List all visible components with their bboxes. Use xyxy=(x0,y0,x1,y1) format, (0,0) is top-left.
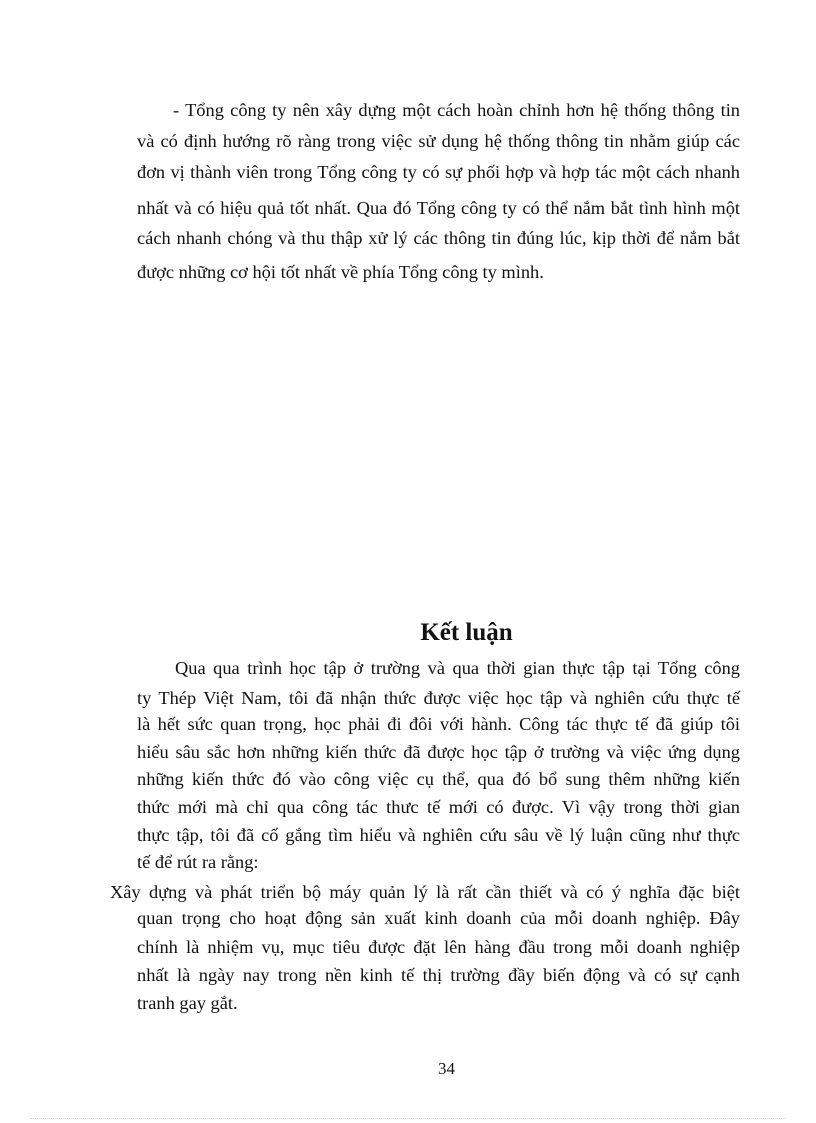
text-line: cách nhanh chóng và thu thập xử lý các thông tin đúng lúc, kịp thời để nắm bắt xyxy=(137,228,740,248)
text-line: chính là nhiệm vụ, mục tiêu được đặt lên hàng đầu trong mỗi doanh nghiệp xyxy=(137,937,740,957)
text-line: Qua qua trình học tập ở trường và qua thời gian thực tập tại Tổng công xyxy=(175,658,740,678)
text-line: và có định hướng rõ ràng trong việc sử dụng hệ thống thông tin nhằm giúp các xyxy=(137,131,740,151)
text-line: Xây dựng và phát triển bộ máy quản lý là rất cần thiết và có ý nghĩa đặc biệt xyxy=(110,882,740,902)
text-line: tế để rút ra rằng: xyxy=(137,852,259,872)
text-line: nhất là ngày nay trong nền kinh tế thị trường đầy biến động và có sự cạnh xyxy=(137,965,740,985)
text-line: quan trọng cho hoạt động sản xuất kinh doanh của mỗi doanh nghiệp. Đây xyxy=(137,908,740,928)
text-line: được những cơ hội tốt nhất về phía Tổng công ty mình. xyxy=(137,262,544,282)
text-line: thức mới mà chỉ qua công tác thưc tế mới có được. Vì vậy trong thời gian xyxy=(137,797,740,817)
text-line: ty Thép Việt Nam, tôi đã nhận thức được việc học tập và nghiên cứu thực tế xyxy=(137,688,740,708)
text-line: những kiến thức đó vào công việc cụ thể, qua đó bổ sung thêm những kiến xyxy=(137,769,740,789)
text-line: thực tập, tôi đã cố gắng tìm hiểu và nghiên cứu sâu về lý luận cũng như thực xyxy=(137,825,740,845)
section-heading: Kết luận xyxy=(420,619,513,646)
text-line: nhất và có hiệu quả tốt nhất. Qua đó Tổng công ty có thể nắm bắt tình hình một xyxy=(137,198,740,218)
text-line: tranh gay gắt. xyxy=(137,993,238,1013)
text-line: là hết sức quan trọng, học phải đi đôi với hành. Công tác thực tế đã giúp tôi xyxy=(137,714,740,734)
text-line: đơn vị thành viên trong Tổng công ty có sự phối hợp và hợp tác một cách nhanh xyxy=(137,162,740,182)
page-number: 34 xyxy=(438,1059,455,1078)
text-line: - Tổng công ty nên xây dựng một cách hoàn chỉnh hơn hệ thống thông tin xyxy=(173,100,740,120)
text-line: hiểu sâu sắc hơn những kiến thức đã được học tập ở trường và việc ứng dụng xyxy=(137,742,740,762)
page-bottom-divider xyxy=(30,1118,786,1119)
